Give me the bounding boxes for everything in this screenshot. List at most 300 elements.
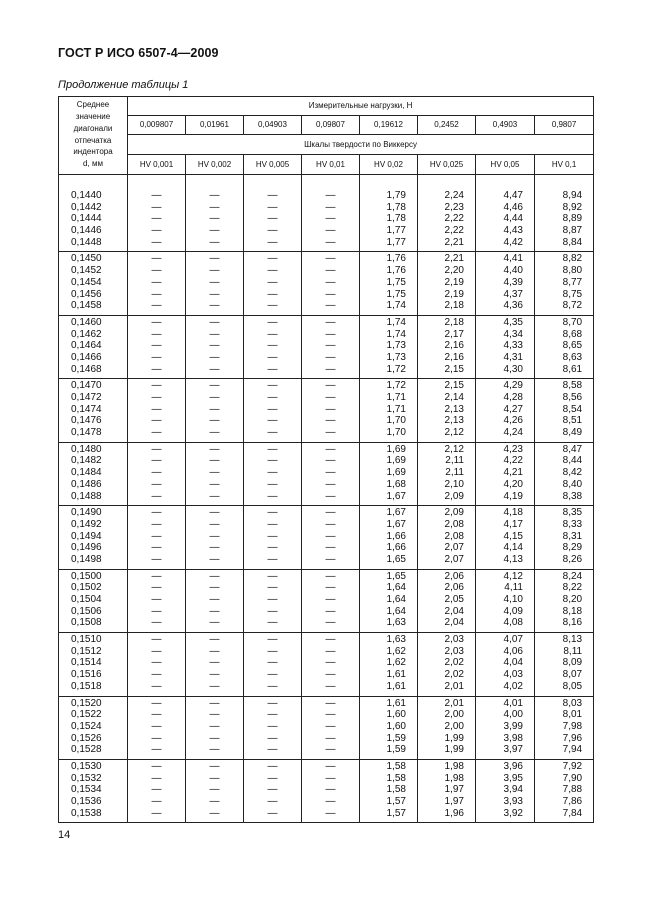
value: 0,1454 (71, 276, 102, 288)
value: 2,14 (444, 392, 464, 403)
cell-d (59, 696, 128, 759)
cell-d (59, 315, 128, 378)
dash: — (267, 213, 278, 225)
dash: — (209, 427, 220, 439)
value: 0,1440 (71, 190, 102, 201)
dash: — (325, 351, 336, 363)
value: 2,02 (444, 669, 464, 681)
value: 8,03 (562, 697, 583, 709)
cell-empty (302, 569, 360, 632)
value: 1,99 (444, 744, 464, 756)
value: 3,99 (503, 720, 523, 732)
value: 4,18 (503, 507, 523, 519)
value: 2,23 (444, 201, 464, 213)
cell-hv005 (476, 252, 535, 315)
dash: — (209, 697, 220, 709)
value: 4,41 (503, 253, 523, 265)
scale-label: HV 0,005 (244, 155, 302, 175)
dash: — (151, 403, 162, 415)
value: 0,1484 (71, 467, 102, 479)
cell-hv005 (476, 189, 535, 252)
value: 8,44 (562, 455, 583, 467)
dash: — (151, 265, 162, 277)
cell-empty (128, 315, 186, 378)
value: 4,35 (503, 316, 523, 328)
value: 4,10 (503, 594, 523, 605)
dash: — (151, 276, 162, 288)
dash: — (267, 443, 278, 455)
dash: — (151, 443, 162, 455)
dash: — (267, 669, 278, 681)
table-row-group (59, 379, 594, 442)
value: 0,1514 (71, 657, 102, 669)
value: 4,46 (503, 201, 523, 213)
spacer-cell (418, 175, 476, 190)
cell-empty (186, 759, 244, 822)
cell-hv01 (535, 189, 594, 252)
dash: — (325, 720, 336, 732)
value: 1,75 (386, 276, 406, 288)
value: 0,1538 (71, 807, 102, 819)
cell-empty (244, 189, 302, 252)
value: 0,1444 (71, 213, 102, 225)
scale-label: HV 0,05 (476, 155, 535, 175)
dash: — (151, 225, 162, 237)
value: 8,22 (562, 582, 583, 594)
dash: — (151, 784, 162, 796)
cell-d (59, 379, 128, 442)
value: 2,12 (444, 443, 464, 455)
dash: — (267, 772, 278, 784)
dash: — (267, 617, 278, 629)
scale-group-header: Шкалы твердости по Виккерсу (128, 135, 594, 155)
dash: — (325, 669, 336, 681)
value: 0,1458 (71, 300, 102, 312)
value: 8,09 (562, 657, 583, 669)
value: 4,14 (503, 542, 523, 554)
table-body (59, 175, 594, 823)
dash: — (151, 530, 162, 542)
cell-hv0025 (418, 633, 476, 696)
value: 8,16 (562, 617, 583, 629)
value: 3,93 (503, 796, 523, 807)
dash: — (325, 709, 336, 721)
value: 0,1494 (71, 530, 102, 542)
dash: — (151, 634, 162, 646)
dash: — (267, 265, 278, 277)
dash: — (325, 213, 336, 225)
dash: — (209, 328, 220, 340)
dash: — (209, 720, 220, 732)
dash: — (267, 542, 278, 554)
dash: — (267, 518, 278, 530)
value: 1,58 (386, 772, 406, 784)
value: 0,1450 (71, 253, 102, 265)
dash: — (267, 570, 278, 582)
dash: — (209, 276, 220, 288)
value: 1,67 (386, 518, 406, 530)
cell-hv0025 (418, 315, 476, 378)
value: 4,27 (503, 403, 523, 415)
value: 2,15 (444, 380, 464, 392)
dash: — (151, 617, 162, 629)
value: 1,71 (386, 403, 406, 415)
value: 0,1486 (71, 478, 102, 490)
dash: — (267, 796, 278, 807)
value: 1,59 (386, 732, 406, 744)
spacer-cell (59, 175, 128, 190)
dash: — (267, 553, 278, 565)
cell-hv002 (360, 759, 418, 822)
dash: — (209, 634, 220, 646)
dash: — (209, 300, 220, 312)
cell-empty (244, 442, 302, 505)
value: 2,08 (444, 518, 464, 530)
value: 0,1508 (71, 617, 102, 629)
cell-empty (186, 315, 244, 378)
dash: — (267, 380, 278, 392)
value: 3,97 (503, 744, 523, 756)
value: 4,04 (503, 657, 523, 669)
value: 1,98 (444, 760, 464, 772)
spacer-cell (535, 175, 594, 190)
value: 2,13 (444, 403, 464, 415)
value: 1,69 (386, 443, 406, 455)
value: 1,74 (386, 316, 406, 328)
cell-hv01 (535, 315, 594, 378)
value: 0,1532 (71, 772, 102, 784)
value: 4,13 (503, 553, 523, 565)
dash: — (209, 605, 220, 617)
dash: — (267, 201, 278, 213)
value: 2,11 (445, 455, 464, 467)
value: 1,57 (386, 796, 406, 807)
cell-hv01 (535, 696, 594, 759)
value: 8,54 (562, 403, 583, 415)
dash: — (267, 328, 278, 340)
value: 4,02 (503, 680, 523, 692)
value: 4,30 (503, 363, 523, 375)
value: 4,01 (503, 697, 523, 709)
dash: — (325, 542, 336, 554)
value: 1,97 (444, 784, 464, 796)
diagonal-header-line: индентора (73, 147, 113, 157)
dash: — (325, 300, 336, 312)
value: 0,1460 (71, 316, 102, 328)
value: 2,00 (444, 709, 464, 721)
value: 8,47 (562, 443, 583, 455)
cell-empty (244, 252, 302, 315)
cell-empty (128, 379, 186, 442)
dash: — (209, 253, 220, 265)
cell-hv0025 (418, 252, 476, 315)
value: 3,95 (503, 772, 523, 784)
cell-empty (128, 759, 186, 822)
value: 4,21 (503, 467, 523, 479)
dash: — (209, 288, 220, 300)
value: 1,60 (386, 720, 406, 732)
value: 4,07 (503, 634, 523, 646)
value: 1,69 (386, 467, 406, 479)
value: 1,73 (386, 340, 406, 352)
dash: — (209, 617, 220, 629)
value: 8,24 (562, 570, 583, 582)
dash: — (209, 807, 220, 819)
diagonal-header-line: d, мм (83, 158, 103, 168)
cell-hv002 (360, 189, 418, 252)
cell-empty (186, 252, 244, 315)
value: 0,1472 (71, 392, 102, 403)
dash: — (325, 594, 336, 605)
table-row-group (59, 633, 594, 696)
value: 1,70 (386, 427, 406, 439)
value: 2,03 (444, 645, 464, 657)
cell-hv0025 (418, 379, 476, 442)
value: 2,16 (444, 340, 464, 352)
load-value: 0,9807 (535, 116, 594, 135)
dash: — (267, 744, 278, 756)
dash: — (151, 363, 162, 375)
dash: — (267, 605, 278, 617)
value: 4,08 (503, 617, 523, 629)
value: 2,18 (444, 316, 464, 328)
value: 8,77 (562, 276, 583, 288)
value: 1,99 (444, 732, 464, 744)
cell-empty (302, 633, 360, 696)
value: 4,37 (503, 288, 523, 300)
value: 1,67 (386, 490, 406, 502)
value: 3,94 (503, 784, 523, 796)
value: 1,61 (386, 669, 406, 681)
dash: — (151, 680, 162, 692)
value: 8,49 (562, 427, 583, 439)
dash: — (209, 760, 220, 772)
diagonal-column-header (59, 97, 128, 175)
dash: — (325, 732, 336, 744)
dash: — (151, 807, 162, 819)
cell-empty (244, 759, 302, 822)
dash: — (325, 570, 336, 582)
value: 8,05 (562, 680, 583, 692)
dash: — (209, 772, 220, 784)
value: 2,08 (444, 530, 464, 542)
dash: — (151, 732, 162, 744)
table-caption: Продолжение таблицы 1 (58, 79, 189, 91)
dash: — (151, 213, 162, 225)
cell-empty (186, 696, 244, 759)
value: 1,66 (386, 542, 406, 554)
dash: — (151, 236, 162, 248)
value: 7,88 (562, 784, 583, 796)
value: 8,61 (562, 363, 583, 375)
value: 4,19 (503, 490, 523, 502)
value: 0,1452 (71, 265, 102, 277)
value: 0,1502 (71, 582, 102, 594)
value: 8,80 (562, 265, 583, 277)
cell-empty (186, 633, 244, 696)
value: 4,06 (503, 645, 523, 657)
dash: — (151, 478, 162, 490)
value: 1,66 (386, 530, 406, 542)
value: 3,96 (503, 760, 523, 772)
value: 0,1530 (71, 760, 102, 772)
value: 1,68 (386, 478, 406, 490)
value: 1,75 (386, 288, 406, 300)
value: 8,84 (562, 236, 583, 248)
value: 8,40 (562, 478, 583, 490)
value: 2,17 (444, 328, 464, 340)
dash: — (325, 403, 336, 415)
value: 4,23 (503, 443, 523, 455)
value: 1,58 (386, 784, 406, 796)
cell-empty (186, 442, 244, 505)
cell-empty (128, 252, 186, 315)
dash: — (325, 634, 336, 646)
dash: — (209, 518, 220, 530)
value: 0,1448 (71, 236, 102, 248)
cell-hv01 (535, 633, 594, 696)
value: 0,1492 (71, 518, 102, 530)
value: 0,1524 (71, 720, 102, 732)
cell-hv0025 (418, 189, 476, 252)
value: 0,1496 (71, 542, 102, 554)
value: 0,1520 (71, 697, 102, 709)
dash: — (325, 328, 336, 340)
cell-hv005 (476, 442, 535, 505)
value: 8,07 (562, 669, 583, 681)
value: 2,22 (444, 213, 464, 225)
dash: — (151, 594, 162, 605)
dash: — (151, 351, 162, 363)
table-row-group (59, 189, 594, 252)
dash: — (325, 605, 336, 617)
cell-d (59, 506, 128, 569)
dash: — (209, 225, 220, 237)
cell-d (59, 442, 128, 505)
value: 8,63 (562, 351, 583, 363)
scale-label: HV 0,001 (128, 155, 186, 175)
value: 0,1510 (71, 634, 102, 646)
dash: — (151, 328, 162, 340)
scale-label: HV 0,02 (360, 155, 418, 175)
value: 0,1518 (71, 680, 102, 692)
value: 0,1482 (71, 455, 102, 467)
dash: — (267, 720, 278, 732)
dash: — (151, 507, 162, 519)
value: 8,56 (562, 392, 583, 403)
dash: — (267, 190, 278, 201)
value: 0,1470 (71, 380, 102, 392)
value: 8,92 (562, 201, 583, 213)
value: 4,00 (503, 709, 523, 721)
cell-empty (244, 506, 302, 569)
value: 0,1478 (71, 427, 102, 439)
load-value: 0,01961 (186, 116, 244, 135)
dash: — (267, 455, 278, 467)
value: 0,1490 (71, 507, 102, 519)
value: 1,72 (386, 380, 406, 392)
scale-label: HV 0,002 (186, 155, 244, 175)
dash: — (151, 455, 162, 467)
diagonal-header-line: значение (75, 112, 111, 122)
value: 0,1534 (71, 784, 102, 796)
cell-empty (128, 442, 186, 505)
value: 1,77 (386, 225, 406, 237)
cell-hv005 (476, 696, 535, 759)
value: 4,39 (503, 276, 523, 288)
dash: — (267, 316, 278, 328)
value: 0,1464 (71, 340, 102, 352)
cell-empty (128, 696, 186, 759)
cell-empty (302, 696, 360, 759)
value: 2,06 (444, 570, 464, 582)
load-value: 0,4903 (476, 116, 535, 135)
value: 8,18 (562, 605, 583, 617)
value: 4,03 (503, 669, 523, 681)
value: 4,43 (503, 225, 523, 237)
value: 0,1480 (71, 443, 102, 455)
scale-label: HV 0,01 (302, 155, 360, 175)
dash: — (209, 784, 220, 796)
dash: — (151, 518, 162, 530)
dash: — (209, 594, 220, 605)
value: 4,44 (503, 213, 523, 225)
dash: — (209, 645, 220, 657)
load-value: 0,19612 (360, 116, 418, 135)
cell-hv005 (476, 315, 535, 378)
cell-hv005 (476, 759, 535, 822)
dash: — (151, 427, 162, 439)
dash: — (267, 300, 278, 312)
dash: — (267, 225, 278, 237)
value: 2,09 (444, 490, 464, 502)
value: 1,74 (386, 328, 406, 340)
value: 7,90 (562, 772, 583, 784)
dash: — (267, 351, 278, 363)
diagonal-header-line: отпечатка (74, 135, 112, 145)
dash: — (151, 709, 162, 721)
cell-hv0025 (418, 506, 476, 569)
dash: — (209, 467, 220, 479)
dash: — (267, 709, 278, 721)
value: 1,62 (386, 657, 406, 669)
value: 0,1442 (71, 201, 102, 213)
value: 1,70 (386, 415, 406, 427)
value: 8,65 (562, 340, 583, 352)
cell-empty (302, 315, 360, 378)
value: 0,1462 (71, 328, 102, 340)
value: 0,1500 (71, 570, 102, 582)
dash: — (151, 542, 162, 554)
value: 4,36 (503, 300, 523, 312)
dash: — (325, 582, 336, 594)
value: 4,28 (503, 392, 523, 403)
dash: — (267, 634, 278, 646)
dash: — (151, 582, 162, 594)
value: 1,73 (386, 351, 406, 363)
dash: — (209, 732, 220, 744)
dash: — (267, 657, 278, 669)
value: 0,1488 (71, 490, 102, 502)
cell-empty (128, 189, 186, 252)
value: 8,26 (562, 553, 583, 565)
value: 0,1526 (71, 732, 102, 744)
value: 1,60 (386, 709, 406, 721)
spacer-cell (476, 175, 535, 190)
cell-hv002 (360, 633, 418, 696)
cell-hv01 (535, 759, 594, 822)
dash: — (209, 530, 220, 542)
